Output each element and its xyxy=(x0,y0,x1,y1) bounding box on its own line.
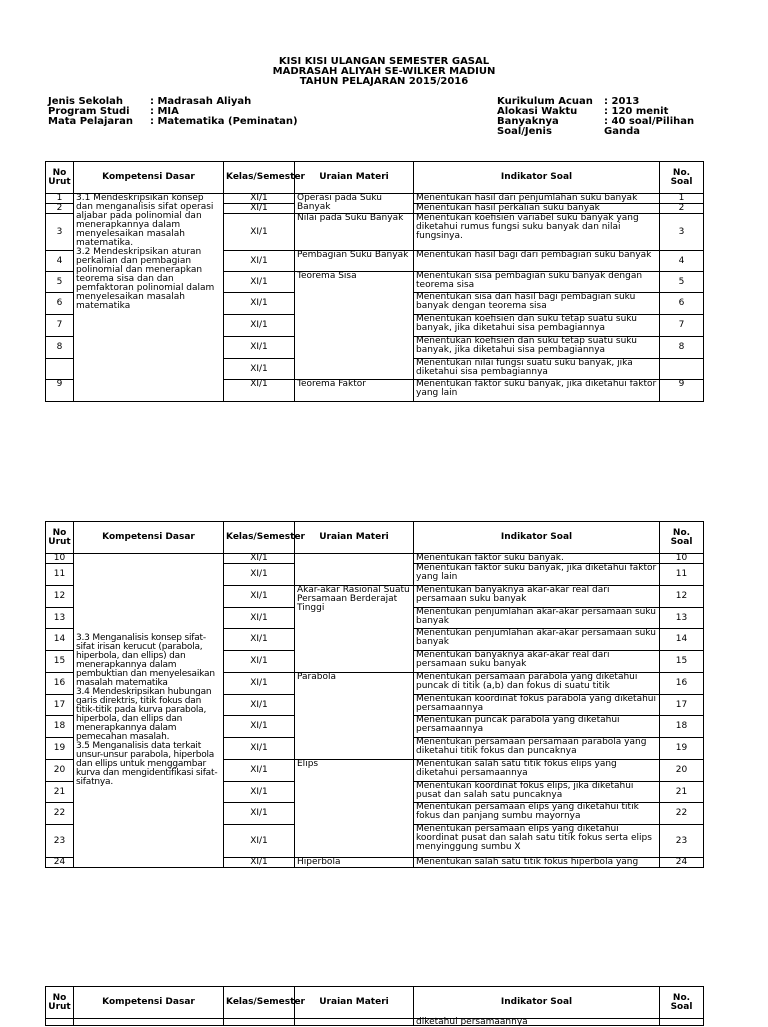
cell-nosoal: 12 xyxy=(660,586,704,608)
col-header-no: No Urut xyxy=(46,162,74,194)
cell-no: 1 xyxy=(46,194,74,204)
col-header-indikator: Indikator Soal xyxy=(414,162,660,194)
cell-nosoal: 17 xyxy=(660,695,704,716)
cell-no: 22 xyxy=(46,803,74,825)
cell-kelas: XI/1 xyxy=(224,293,295,315)
cell-nosoal: 24 xyxy=(660,858,704,868)
cell-indikator: Menentukan faktor suku banyak, jika diketahui faktor yang lain xyxy=(414,564,660,586)
cell-no: 2 xyxy=(46,204,74,214)
cell-kelas xyxy=(224,1019,295,1026)
cell-materi: Operasi pada Suku Banyak xyxy=(295,194,414,214)
cell-materi: Hiperbola xyxy=(295,858,414,868)
cell-nosoal: 5 xyxy=(660,272,704,293)
cell-kelas: XI/1 xyxy=(224,716,295,738)
cell-kompetensi-dasar xyxy=(74,1019,224,1026)
info-value: : 120 menit xyxy=(604,106,669,117)
col-header-kelas: Kelas/Semester xyxy=(224,522,295,554)
kisi-table-2 xyxy=(45,521,704,868)
cell-kelas: XI/1 xyxy=(224,825,295,858)
col-header-kelas: Kelas/Semester xyxy=(224,162,295,194)
cell-materi xyxy=(295,1019,414,1026)
cell-indikator: Menentukan banyaknya akar-akar real dari persamaan suku banyak xyxy=(414,586,660,608)
cell-nosoal: 20 xyxy=(660,760,704,782)
kisi-table-1 xyxy=(45,161,704,402)
cell-nosoal: 15 xyxy=(660,651,704,673)
cell-indikator: Menentukan persamaan elips yang diketahui koordinat pusat dan salah satu titik fokus serta elips menyinggung sumbu X xyxy=(414,825,660,858)
cell-materi: Parabola xyxy=(295,673,414,760)
cell-indikator: Menentukan koefisien dan suku tetap suatu suku banyak, jika diketahui sisa pembagiannya xyxy=(414,315,660,337)
cell-indikator: Menentukan penjumlahan akar-akar persamaan suku banyak xyxy=(414,608,660,629)
cell-kompetensi-dasar: 3.1 Mendeskripsikan konsep dan menganalisis sifat operasi aljabar pada polinomial dan menerapkannya dalam menyelesaikan masalah matematika. 3.2 Mendeskripsikan aturan perkalian dan pembagian polinomial dan menerapkan teorema sisa dan dan pemfaktoran polinomial dalam menyelesaikan masalah matematika xyxy=(74,194,224,402)
cell-nosoal: 8 xyxy=(660,337,704,359)
cell-kelas: XI/1 xyxy=(224,695,295,716)
cell-indikator: Menentukan koefisien dan suku tetap suatu suku banyak, jika diketahui sisa pembagiannya xyxy=(414,337,660,359)
cell-no: 12 xyxy=(46,586,74,608)
info-label: Soal/Jenis xyxy=(497,126,552,137)
cell-indikator: Menentukan hasil dari penjumlahan suku banyak xyxy=(414,194,660,204)
info-left xyxy=(48,97,298,127)
info-value: : 2013 xyxy=(604,96,640,107)
cell-kelas: XI/1 xyxy=(224,272,295,293)
cell-indikator: Menentukan persamaan parabola yang diketahui puncak di titik (a,b) dan fokus di suatu titik xyxy=(414,673,660,695)
cell-nosoal: 13 xyxy=(660,608,704,629)
cell-kelas: XI/1 xyxy=(224,194,295,204)
cell-nosoal: 16 xyxy=(660,673,704,695)
col-header-materi: Uraian Materi xyxy=(295,522,414,554)
cell-nosoal xyxy=(660,1019,704,1026)
cell-no: 17 xyxy=(46,695,74,716)
cell-nosoal: 18 xyxy=(660,716,704,738)
col-header-no: No Urut xyxy=(46,987,74,1019)
cell-kelas: XI/1 xyxy=(224,554,295,564)
cell-no xyxy=(46,359,74,380)
col-header-kelas: Kelas/Semester xyxy=(224,987,295,1019)
cell-indikator: Menentukan persamaan persamaan parabola yang diketahui titik fokus dan puncaknya xyxy=(414,738,660,760)
cell-nosoal: 10 xyxy=(660,554,704,564)
cell-kelas: XI/1 xyxy=(224,651,295,673)
cell-kelas: XI/1 xyxy=(224,586,295,608)
cell-no: 7 xyxy=(46,315,74,337)
cell-no: 14 xyxy=(46,629,74,651)
cell-kelas: XI/1 xyxy=(224,608,295,629)
cell-no: 15 xyxy=(46,651,74,673)
cell-no: 13 xyxy=(46,608,74,629)
cell-indikator: Menentukan koefisien variabel suku banyak yang diketahui rumus fungsi suku banyak dan nilai fungsinya. xyxy=(414,214,660,251)
cell-kompetensi-dasar: 3.3 Menganalisis konsep sifat- sifat irisan kerucut (parabola, hiperbola, dan ellips) dan menerapkannya dalam pembuktian dan menyelesaikan masalah matematika 3.4 Mendeskripsikan hubungan garis direktris, titik fokus dan titik-titik pada kurva parabola, hiperbola, dan ellips dan menerapkannya dalam pemecahan masalah. 3.5 Menganalisis data terkait unsur-unsur parabola, hiperbola dan ellips untuk menggambar kurva dan mengidentifikasi sifat-sifatnya. xyxy=(74,554,224,868)
cell-kelas: XI/1 xyxy=(224,760,295,782)
col-header-materi: Uraian Materi xyxy=(295,162,414,194)
col-header-indikator: Indikator Soal xyxy=(414,522,660,554)
cell-no: 11 xyxy=(46,564,74,586)
cell-kelas: XI/1 xyxy=(224,214,295,251)
cell-nosoal: 6 xyxy=(660,293,704,315)
col-header-no: No Urut xyxy=(46,522,74,554)
cell-kelas: XI/1 xyxy=(224,204,295,214)
cell-indikator: diketahui persamaannya xyxy=(414,1019,660,1026)
cell-indikator: Menentukan banyaknya akar-akar real dari persamaan suku banyak xyxy=(414,651,660,673)
table-row xyxy=(46,194,704,204)
table-row xyxy=(46,554,704,564)
cell-indikator: Menentukan salah satu titik fokus hiperbola yang xyxy=(414,858,660,868)
cell-indikator: Menentukan hasil perkalian suku banyak xyxy=(414,204,660,214)
cell-kelas: XI/1 xyxy=(224,380,295,402)
doc-title-line1: KISI KISI ULANGAN SEMESTER GASAL xyxy=(278,56,490,67)
cell-nosoal: 7 xyxy=(660,315,704,337)
cell-nosoal: 9 xyxy=(660,380,704,402)
cell-kelas: XI/1 xyxy=(224,782,295,803)
info-label: Kurikulum Acuan xyxy=(497,96,593,107)
cell-indikator: Menentukan penjumlahan akar-akar persamaan suku banyak xyxy=(414,629,660,651)
cell-nosoal: 3 xyxy=(660,214,704,251)
col-header-kd: Kompetensi Dasar xyxy=(74,987,224,1019)
col-header-nosoal: No. Soal xyxy=(660,522,704,554)
col-header-nosoal: No. Soal xyxy=(660,162,704,194)
cell-nosoal: 4 xyxy=(660,251,704,272)
cell-no xyxy=(46,1019,74,1026)
doc-title-line2: MADRASAH ALIYAH SE-WILKER MADIUN xyxy=(272,66,496,77)
cell-nosoal: 2 xyxy=(660,204,704,214)
cell-kelas: XI/1 xyxy=(224,315,295,337)
cell-kelas: XI/1 xyxy=(224,629,295,651)
info-label: Jenis Sekolah xyxy=(48,96,124,107)
cell-indikator: Menentukan nilai fungsi suatu suku banyak, jika diketahui sisa pembagiannya xyxy=(414,359,660,380)
info-value: : Madrasah Aliyah xyxy=(150,96,252,107)
cell-no: 19 xyxy=(46,738,74,760)
cell-indikator: Menentukan hasil bagi dari pembagian suku banyak xyxy=(414,251,660,272)
cell-no: 8 xyxy=(46,337,74,359)
info-label: Program Studi xyxy=(48,106,130,117)
cell-materi: Teorema Faktor xyxy=(295,380,414,402)
cell-kelas: XI/1 xyxy=(224,359,295,380)
cell-materi: Akar-akar Rasional Suatu Persamaan Berderajat Tinggi xyxy=(295,586,414,673)
cell-no: 21 xyxy=(46,782,74,803)
table-row xyxy=(46,1019,704,1026)
cell-indikator: Menentukan persamaan elips yang diketahui titik fokus dan panjang sumbu mayornya xyxy=(414,803,660,825)
cell-kelas: XI/1 xyxy=(224,858,295,868)
cell-nosoal: 14 xyxy=(660,629,704,651)
col-header-kd: Kompetensi Dasar xyxy=(74,162,224,194)
info-label: Alokasi Waktu xyxy=(497,106,578,117)
cell-no: 24 xyxy=(46,858,74,868)
kisi-table-3 xyxy=(45,986,704,1026)
cell-no: 6 xyxy=(46,293,74,315)
cell-kelas: XI/1 xyxy=(224,337,295,359)
cell-materi: Nilai pada Suku Banyak xyxy=(295,214,414,251)
cell-kelas: XI/1 xyxy=(224,803,295,825)
cell-nosoal xyxy=(660,359,704,380)
cell-materi: Teorema Sisa xyxy=(295,272,414,380)
cell-no: 5 xyxy=(46,272,74,293)
cell-indikator: Menentukan sisa pembagian suku banyak dengan teorema sisa xyxy=(414,272,660,293)
col-header-materi: Uraian Materi xyxy=(295,987,414,1019)
cell-no: 10 xyxy=(46,554,74,564)
cell-no: 20 xyxy=(46,760,74,782)
cell-no: 18 xyxy=(46,716,74,738)
info-value: : 40 soal/Pilihan xyxy=(604,116,695,127)
cell-kelas: XI/1 xyxy=(224,738,295,760)
cell-no: 16 xyxy=(46,673,74,695)
cell-kelas: XI/1 xyxy=(224,673,295,695)
cell-nosoal: 22 xyxy=(660,803,704,825)
cell-nosoal: 11 xyxy=(660,564,704,586)
cell-indikator: Menentukan salah satu titik fokus elips yang diketahui persamaannya xyxy=(414,760,660,782)
cell-no: 9 xyxy=(46,380,74,402)
cell-nosoal: 23 xyxy=(660,825,704,858)
cell-materi xyxy=(295,554,414,586)
col-header-indikator: Indikator Soal xyxy=(414,987,660,1019)
info-label: Banyaknya xyxy=(497,116,559,127)
cell-nosoal: 19 xyxy=(660,738,704,760)
info-value: Ganda xyxy=(604,126,640,137)
cell-nosoal: 21 xyxy=(660,782,704,803)
cell-no: 3 xyxy=(46,214,74,251)
cell-indikator: Menentukan puncak parabola yang diketahui persamaannya xyxy=(414,716,660,738)
col-header-nosoal: No. Soal xyxy=(660,987,704,1019)
cell-indikator: Menentukan koordinat fokus parabola yang diketahui persamaannya xyxy=(414,695,660,716)
cell-kelas: XI/1 xyxy=(224,251,295,272)
cell-indikator: Menentukan faktor suku banyak, jika diketahui faktor yang lain xyxy=(414,380,660,402)
doc-title-line3: TAHUN PELAJARAN 2015/2016 xyxy=(299,76,469,87)
info-value: : Matematika (Peminatan) xyxy=(150,116,298,127)
info-label: Mata Pelajaran xyxy=(48,116,133,127)
cell-materi: Pembagian Suku Banyak xyxy=(295,251,414,272)
cell-indikator: Menentukan sisa dan hasil bagi pembagian suku banyak dengan teorema sisa xyxy=(414,293,660,315)
col-header-kd: Kompetensi Dasar xyxy=(74,522,224,554)
cell-materi: Elips xyxy=(295,760,414,858)
info-right xyxy=(497,97,694,137)
cell-nosoal: 1 xyxy=(660,194,704,204)
cell-indikator: Menentukan koordinat fokus elips, jika diketahui pusat dan salah satu puncaknya xyxy=(414,782,660,803)
info-value: : MIA xyxy=(150,106,179,117)
cell-kelas: XI/1 xyxy=(224,564,295,586)
cell-no: 4 xyxy=(46,251,74,272)
cell-indikator: Menentukan faktor suku banyak. xyxy=(414,554,660,564)
cell-no: 23 xyxy=(46,825,74,858)
